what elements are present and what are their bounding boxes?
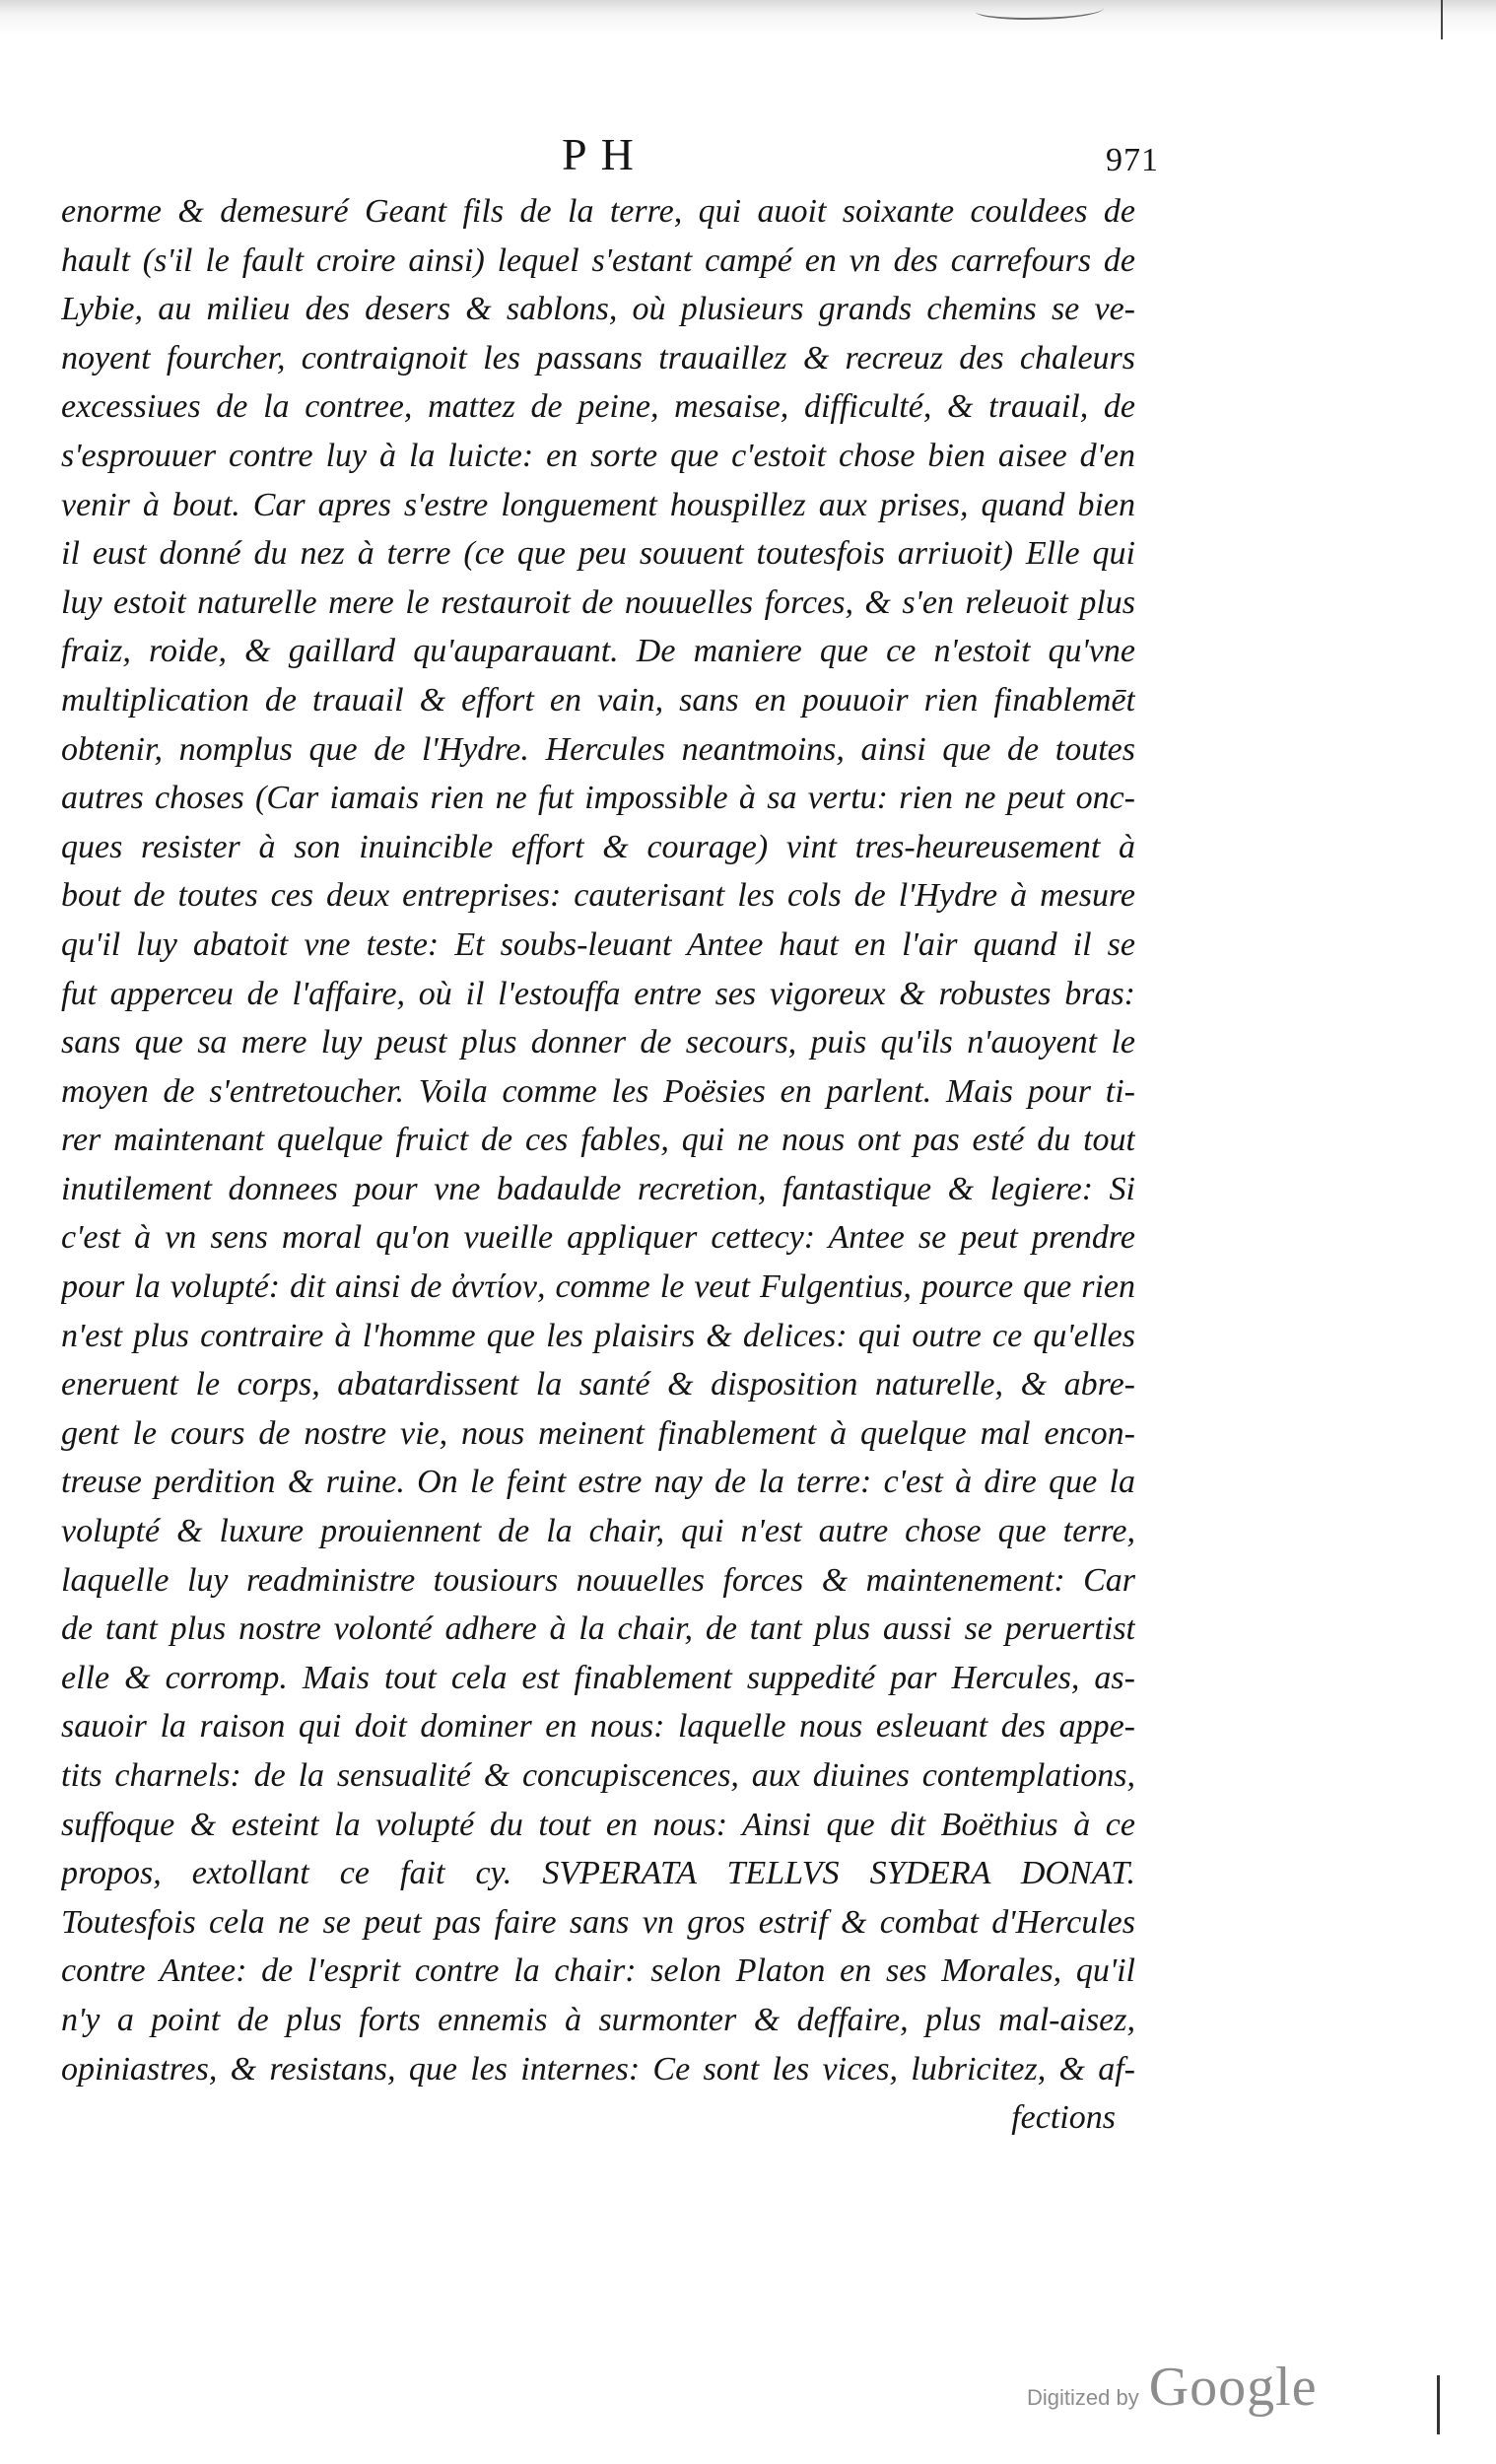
text-line-27: treuse perdition & ruine. On le feint estre nay de la terre: c'est à dire que la (61, 1464, 1135, 1501)
scan-top-edge (0, 0, 1496, 35)
text-line-20: rer maintenant quelque fruict de ces fables, qui ne nous ont pas esté du tout (61, 1122, 1135, 1159)
text-line-02: hault (s'il le fault croire ainsi) lequel s'estant campé en vn des carrefours de (61, 241, 1135, 279)
text-line-32: sauoir la raison qui doit dominer en nous: laquelle nous esleuant des appe- (61, 1708, 1135, 1745)
text-line-39: opiniastres, & resistans, que les internes: Ce sont les vices, lubricitez, & af- (61, 2050, 1135, 2088)
text-line-25: eneruent le corps, abatardissent la santé & disposition naturelle, & abre- (61, 1366, 1135, 1403)
text-line-10: fraiz, roide, & gaillard qu'auparauant. De maniere que ce n'estoit qu'vne (61, 633, 1135, 670)
text-line-16: qu'il luy abatoit vne teste: Et soubs-leuant Antee haut en l'air quand il se (61, 925, 1135, 963)
text-line-29: laquelle luy readministre tousiours nouuelles forces & maintenement: Car (61, 1561, 1135, 1599)
scan-right-edge-mark (1437, 2375, 1440, 2434)
watermark-prefix: Digitized by (1027, 2385, 1139, 2410)
page-header (0, 128, 1496, 187)
text-line-08: il eust donné du nez à terre (ce que peu souuent toutesfois arriuoit) Elle qui (61, 535, 1135, 573)
google-logo-text: Google (1148, 2357, 1318, 2418)
text-line-38: n'y a point de plus forts ennemis à surmonter & deffaire, plus mal-aisez, (61, 2001, 1135, 2038)
text-line-36: Toutesfois cela ne se peut pas faire sans vn gros estrif & combat d'Hercules (61, 1903, 1135, 1941)
text-line-26: gent le cours de nostre vie, nous meinent finablement à quelque mal encon- (61, 1414, 1135, 1452)
text-line-06: s'esprouuer contre luy à la luicte: en sorte que c'estoit chose bien aisee d'en (61, 437, 1135, 474)
scan-right-tick (1441, 0, 1443, 39)
text-line-14: ques resister à son inuincible effort & courage) vint tres-heureusement à (61, 828, 1135, 865)
text-line-28: volupté & luxure prouiennent de la chair, qui n'est autre chose que terre, (61, 1513, 1135, 1550)
text-line-03: Lybie, au milieu des desers & sablons, où plusieurs grands chemins se ve- (61, 291, 1135, 328)
text-line-30: de tant plus nostre volonté adhere à la chair, de tant plus aussi se peruertist (61, 1610, 1135, 1648)
text-line-01: enorme & demesuré Geant fils de la terre, qui auoit soixante couldees de (61, 193, 1135, 230)
text-line-18: sans que sa mere luy peust plus donner de secours, puis qu'ils n'auoyent le (61, 1024, 1135, 1061)
text-line-05: excessiues de la contree, mattez de peine, mesaise, difficulté, & trauail, de (61, 388, 1135, 426)
text-line-35: propos, extollant ce fait cy. SVPERATA TELLVS SYDERA DONAT. (61, 1855, 1135, 1892)
text-line-12: obtenir, nomplus que de l'Hydre. Hercules neantmoins, ainsi que de toutes (61, 730, 1135, 768)
digitized-watermark (1027, 2356, 1318, 2425)
text-line-07: venir à bout. Car apres s'estre longuement houspillez aux prises, quand bien (61, 486, 1135, 523)
text-line-15: bout de toutes ces deux entreprises: cauterisant les cols de l'Hydre à mesure (61, 877, 1135, 915)
text-line-04: noyent fourcher, contraignoit les passans trauaillez & recreuz des chaleurs (61, 339, 1135, 376)
text-line-19: moyen de s'entretoucher. Voila comme les Poësies en parlent. Mais pour ti- (61, 1072, 1135, 1110)
running-head: PH (562, 129, 647, 179)
text-line-17: fut apperceu de l'affaire, où il l'estouffa entre ses vigoreux & robustes bras: (61, 975, 1135, 1012)
text-line-22: c'est à vn sens moral qu'on vueille appliquer cettecy: Antee se peut prendre (61, 1219, 1135, 1257)
text-line-21: inutilement donnees pour vne badaulde recretion, fantastique & legiere: Si (61, 1170, 1135, 1207)
text-line-24: n'est plus contraire à l'homme que les plaisirs & delices: qui outre ce qu'elles (61, 1317, 1135, 1354)
text-line-34: suffoque & esteint la volupté du tout en nous: Ainsi que dit Boëthius à ce (61, 1806, 1135, 1843)
body-text (61, 187, 1135, 2143)
catchword: fections (1011, 2099, 1116, 2137)
text-line-23: pour la volupté: dit ainsi de ἀντίον, comme le veut Fulgentius, pource que rien (61, 1268, 1135, 1306)
text-line-31: elle & corromp. Mais tout cela est finablement suppedité par Hercules, as- (61, 1659, 1135, 1696)
text-line-37: contre Antee: de l'esprit contre la chair: selon Platon en ses Morales, qu'il (61, 1952, 1135, 1990)
page-number: 971 (1106, 142, 1159, 178)
text-line-33: tits charnels: de la sensualité & concupiscences, aux diuines contemplations, (61, 1757, 1135, 1794)
text-line-09: luy estoit naturelle mere le restauroit de nouuelles forces, & s'en releuoit plus (61, 583, 1135, 621)
text-line-13: autres choses (Car iamais rien ne fut impossible à sa vertu: rien ne peut onc- (61, 780, 1135, 817)
text-line-11: multiplication de trauail & effort en vain, sans en pouuoir rien finablemēt (61, 681, 1135, 719)
